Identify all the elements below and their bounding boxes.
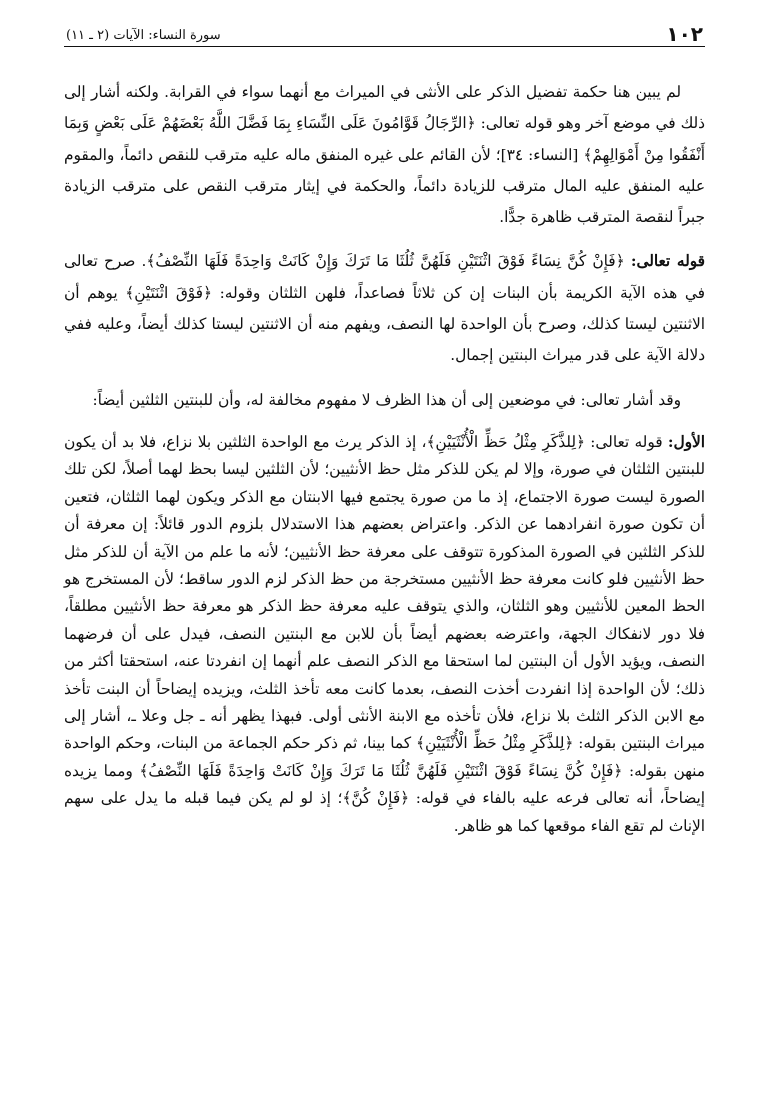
paragraph-text: ﴿فَإِنْ كُنَّ نِسَاءً فَوْقَ اثْنَتَيْنِ فَلَهُنَّ ثُلُثَا مَا تَرَكَ وَإِنْ كَانَتْ وَاحِدَةً فَلَهَا النِّصْفُ﴾. صرح تعالى في هذه الآية الكريمة بأن البنات إن كن ثلاثاً فصاعداً، فلهن الثلثان وقوله: ﴿فَوْقَ اثْنَتَيْنِ﴾ يوهم أن الاثنتين ليستا كذلك، وصرح بأن الواحدة لها النصف، ويفهم منه أن الاثنتين ليستا كذلك أيضاً، وعليه ففي دلالة الآية على قدر ميراث البنتين إجمال. — [64, 252, 705, 365]
paragraph-text: قوله تعالى: ﴿لِلذَّكَرِ مِثْلُ حَظِّ الْأُنْثَيَيْنِ﴾، إذ الذكر يرث مع الواحدة الثلثين بلا نزاع، فلا بد أن يكون للبنتين الثلثان في صورة، وإلا لم يكن للذكر مثل حظ الأنثيين؛ لأن الثلثين ليسا بحظ لهما أصلاً، لكن تلك الصورة ليست صورة الاجتماع، إذ ما من صورة يجتمع فيها الابنتان مع الذكر ويكون لهما الثلثان، فتعين أن تكون صورة انفرادهما عن الذكر. واعتراض بعضهم هذا الاستدلال بلزوم الدور قائلاً: إن معرفة أن للذكر الثلثين في الصورة المذكورة تتوقف على معرفة حظ الأنثيين؛ لأنه ما علم من الآية أن للذكر مثل حظ الأنثيين فلو كانت معرفة حظ الأنثيين مستخرجة من حظ الذكر لزم الدور ساقط؛ لأن المستخرج هو الحظ المعين للأنثيين وهو الثلثان، والذي يتوقف عليه معرفة حظ الذكر هو معرفة حظ الأنثيين مطلقاً، فلا دور لانفكاك الجهة، واعترضه بعضهم أيضاً بأن للابن مع البنتين النصف، فيدل على أن فرضهما النصف، ويؤيد الأول أن البنتين لما استحقا مع الذكر النصف علم أنهما إن انفردتا عنه، استحقتا أكثر من ذلك؛ لأن الواحدة إذا انفردت أخذت النصف، بعدما كانت معه تأخذ الثلث، ويزيده إيضاحاً أن البنت تأخذ مع الابن الذكر الثلث بلا نزاع، فلأن تأخذه مع الابنة الأنثى أولى. فبهذا يظهر أنه ـ جل وعلا ـ، أشار إلى ميراث البنتين بقوله: ﴿لِلذَّكَرِ مِثْلُ حَظِّ الْأُنْثَيَيْنِ﴾ كما بينا، ثم ذكر حكم الجماعة من البنات، وحكم الواحدة منهن بقوله: ﴿فَإِنْ كُنَّ نِسَاءً فَوْقَ اثْنَتَيْنِ فَلَهُنَّ ثُلُثَا مَا تَرَكَ وَإِنْ كَانَتْ وَاحِدَةً فَلَهَا النِّصْفُ﴾ ومما يزيده إيضاحاً، أنه تعالى فرعه عليه بالفاء في قوله: ﴿فَإِنْ كُنَّ﴾؛ إذ لو لم يكن فيما قبله ما يدل على سهم الإناث لم تقع الفاء موقعها كما هو ظاهر. — [64, 432, 705, 835]
paragraph — [64, 77, 705, 233]
running-title: سورة النساء: الآيات (٢ ـ ١١) — [66, 28, 221, 43]
paragraph — [64, 246, 705, 371]
book-page — [64, 22, 705, 853]
paragraph-lead: الأول: — [667, 432, 705, 451]
page-number: ١٠٢ — [666, 22, 703, 46]
paragraph-lead: قوله تعالى: — [630, 252, 705, 271]
paragraph-text: وقد أشار تعالى: في موضعين إلى أن هذا الظرف لا مفهوم مخالفة له، وأن للبنتين الثلثين أيضاً: — [92, 390, 681, 409]
paragraph — [64, 385, 705, 416]
page-body — [64, 77, 705, 840]
paragraph-text: لم يبين هنا حكمة تفضيل الذكر على الأنثى في الميراث مع أنهما سواء في القرابة. ولكنه أشار إلى ذلك في موضع آخر وهو قوله تعالى: ﴿الرِّجَالُ قَوَّامُونَ عَلَى النِّسَاءِ بِمَا فَضَّلَ اللَّهُ بَعْضَهُمْ عَلَى بَعْضٍ وَبِمَا أَنْفَقُوا مِنْ أَمْوَالِهِمْ﴾ [النساء: ٣٤]؛ لأن القائم على غيره المنفق ماله عليه مترقب للنقص دائماً، والمقوم عليه المنفق عليه المال مترقب للزيادة دائماً، والحكمة في إيثار مترقب النقص على مترقب الزيادة جبراً لنقصة المترقب ظاهرة جدًّا. — [64, 83, 705, 227]
page-header — [64, 22, 705, 47]
paragraph — [64, 429, 705, 840]
